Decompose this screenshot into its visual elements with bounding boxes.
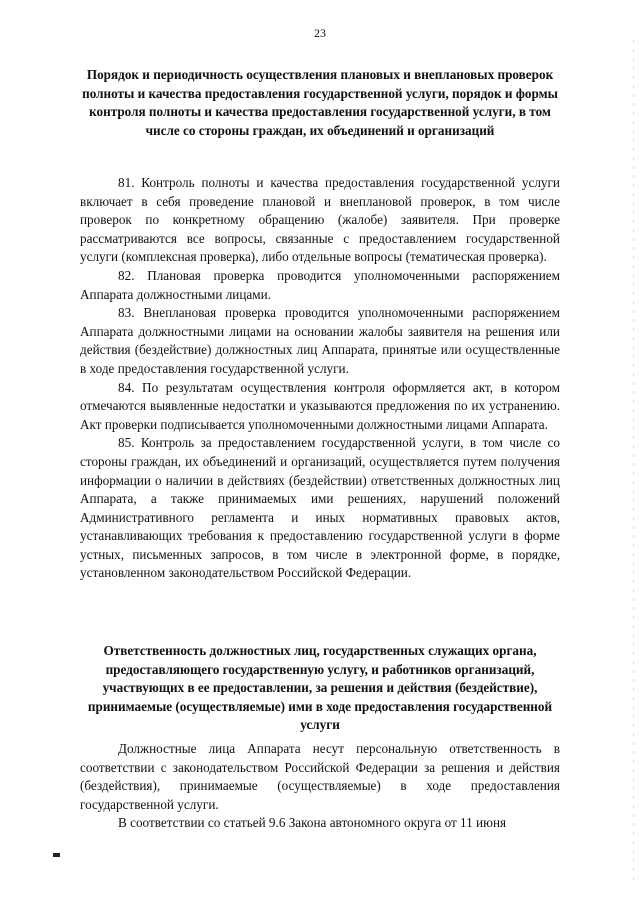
scan-mark — [53, 853, 60, 857]
section-heading-control: Порядок и периодичность осуществления плановых и внеплановых проверок полноты и качества предоставления государственной услуги, порядок и формы контроля полноты и качества предоставления государственной услуги, в том числе со стороны граждан, их объединений и организаций — [82, 67, 558, 138]
paragraph-85: 85. Контроль за предоставлением государственной услуги, в том числе со стороны граждан, их объединений и организаций, осуществляется путем получения информации о наличии в действиях (бездействии) ответственных должностных лиц Аппарата, а также принимаемых ими решениях, нарушений положений Административного регламента и иных нормативных правовых актов, устанавливающих требования к предоставлению государственной услуги в форме устных, письменных запросов, в том числе в электронной форме, в порядке, установленном законодательством Российской Федерации. — [80, 435, 560, 581]
section-responsibility-body — [80, 740, 560, 833]
section-control — [80, 66, 560, 140]
section-heading-responsibility: Ответственность должностных лиц, государственных служащих органа, предоставляющего государственную услугу, и работников организаций, участвующих в ее предоставлении, за решения и действия (бездействие), принимаемые (осуществляемые) ими в ходе предоставления государственной услуги — [87, 643, 553, 733]
paragraph-law-reference: В соответствии со статьей 9.6 Закона автономного округа от 11 июня — [118, 815, 507, 831]
section-control-body — [80, 174, 560, 583]
paragraph-83: 83. Внеплановая проверка проводится уполномоченными распоряжением Аппарата должностными лицами на основании жалобы заявителя на решения или действия (бездействие) должностных лиц Аппарата, принятые или осуществленные в ходе предоставления государственной услуги. — [80, 305, 560, 376]
paragraph-81: 81. Контроль полноты и качества предоставления государственной услуги включает в себя проведение плановой и внеплановой проверок, в том числе проверок по конкретному обращению (жалобе) заявителя. При проверке рассматриваются все вопросы, связанные с предоставлением государственной услуги (комплексная проверка), либо отдельные вопросы (тематическая проверка). — [80, 175, 560, 265]
paragraph-82: 82. Плановая проверка проводится уполномоченными распоряжением Аппарата должностными лицами. — [80, 267, 560, 302]
section-responsibility — [80, 642, 560, 735]
scan-edge-artifact — [633, 40, 634, 880]
paragraph-responsibility: Должностные лица Аппарата несут персональную ответственность в соответствии с законодательством Российской Федерации за решения и действия (бездействия), принимаемые (осуществляемые) в ходе предоставления государственной услуги. — [80, 741, 560, 812]
paragraph-84: 84. По результатам осуществления контроля оформляется акт, в котором отмечаются выявленные недостатки и указываются предложения по их устранению. Акт проверки подписывается уполномоченными должностными лицами Аппарата. — [80, 379, 560, 432]
page-number: 23 — [314, 26, 326, 40]
